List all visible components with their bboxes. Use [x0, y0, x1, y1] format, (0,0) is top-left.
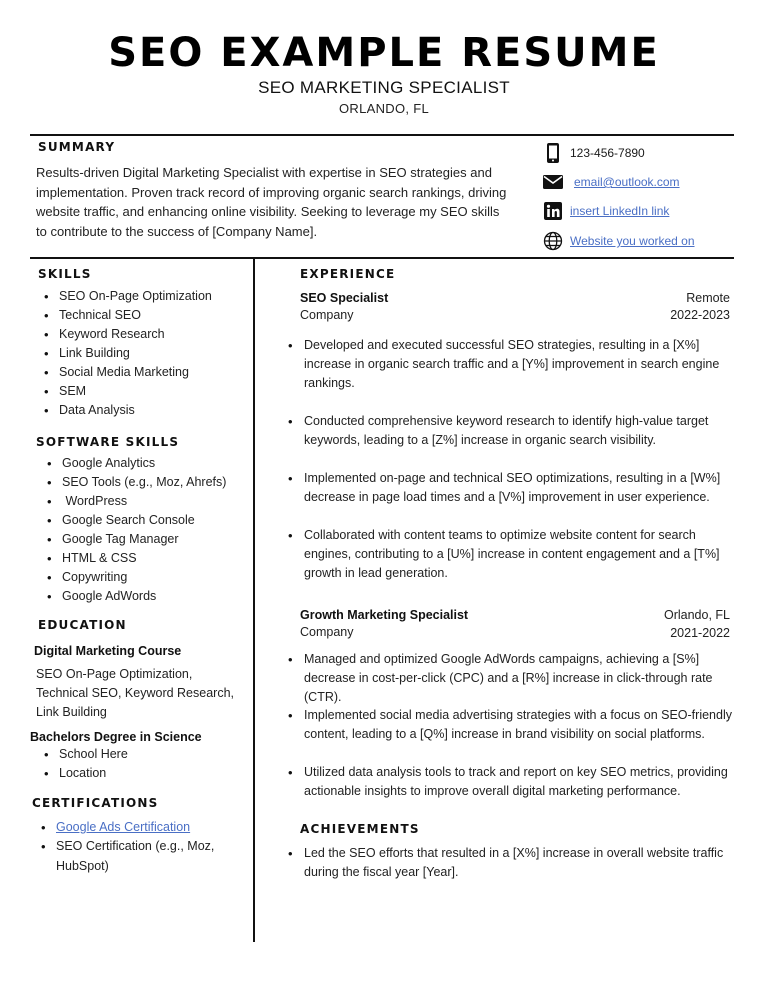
list-item: • Google Tag Manager: [62, 532, 226, 551]
experience-bullet: [304, 336, 744, 393]
list-item: • SEO On-Page Optimization: [59, 289, 212, 308]
job-company: Company: [300, 308, 354, 322]
list-item: • School Here: [59, 747, 128, 766]
job-title: Growth Marketing Specialist: [300, 608, 469, 622]
list-item: • Data Analysis: [59, 403, 212, 422]
list-item: • SEO Certification (e.g., Moz,: [56, 839, 214, 858]
summary-line: to contribute to the success of [Company Name].: [36, 223, 318, 239]
list-item: • Google Search Console: [62, 513, 226, 532]
list-item: • SEM: [59, 384, 212, 403]
contact-email[interactable]: [540, 171, 680, 193]
summary-line: implementation. Proven track record of improving organic search rankings, driving: [36, 184, 507, 200]
bullet-line: rankings.: [304, 376, 355, 390]
bullet-line: decrease in cost-per-click (CPC) and a [R%] increase in click-through rate (CTR).: [304, 671, 713, 704]
website-link[interactable]: Website you worked on: [570, 234, 695, 248]
job-title: SEO Specialist: [300, 291, 389, 305]
phone-icon: [540, 142, 566, 164]
list-item: • SEO Tools (e.g., Moz, Ahrefs): [62, 475, 226, 494]
bullet-line: • Managed and optimized Google AdWords campaigns, achieving a [S%]: [304, 652, 700, 666]
bullet-line: • Implemented on-page and technical SEO optimizations, resulting in a [W%]: [304, 471, 721, 485]
achievements-heading: ACHIEVEMENTS: [300, 822, 420, 836]
course-line: SEO On-Page Optimization,: [36, 667, 193, 681]
top-divider: [30, 134, 734, 136]
list-item: • Google Analytics: [62, 456, 226, 475]
bullet-line: increase in organic search traffic and a [Y%] improvement in search engine: [304, 357, 720, 371]
experience-bullet: [304, 526, 744, 583]
bullet-line: keywords, leading to a [Z%] increase in organic search visibility.: [304, 433, 657, 447]
list-item: • Google AdWords: [62, 589, 226, 608]
contact-website[interactable]: [540, 230, 695, 252]
phone-text: 123-456-7890: [570, 146, 645, 160]
contact-phone: [540, 142, 645, 164]
degree-title: Bachelors Degree in Science: [30, 730, 202, 744]
job-dates: 2021-2022: [670, 626, 730, 640]
middle-divider: [30, 257, 734, 259]
list-item: • Social Media Marketing: [59, 365, 212, 384]
list-item: • WordPress: [62, 494, 226, 513]
summary-text: [36, 163, 511, 241]
certifications-list: [56, 820, 214, 858]
achievement-bullet: [304, 844, 744, 882]
email-link[interactable]: email@outlook.com: [574, 175, 680, 189]
bullet-line: during the fiscal year [Year].: [304, 865, 459, 879]
bullet-line: decrease in page load times and a [V%] improvement in user experience.: [304, 490, 710, 504]
globe-icon: [540, 231, 566, 251]
header-location: ORLANDO, FL: [339, 101, 429, 116]
bullet-line: • Implemented social media advertising strategies with a focus on SEO-friendly: [304, 708, 732, 722]
column-divider: [253, 258, 255, 942]
linkedin-link[interactable]: insert LinkedIn link: [570, 204, 670, 218]
certifications-heading: CERTIFICATIONS: [32, 796, 159, 810]
job-subtitle: SEO MARKETING SPECIALIST: [258, 78, 510, 97]
list-item: • Keyword Research: [59, 327, 212, 346]
list-item[interactable]: [56, 820, 214, 839]
resume-title: SEO EXAMPLE RESUME: [108, 30, 660, 76]
bullet-line: • Collaborated with content teams to optimize website content for search: [304, 528, 696, 542]
bullet-line: actionable insights to improve overall digital marketing performance.: [304, 784, 681, 798]
software-skills-list: [62, 456, 226, 608]
experience-bullet: [304, 763, 744, 801]
job-dates: 2022-2023: [670, 308, 730, 322]
bullet-line: growth in lead generation.: [304, 566, 448, 580]
summary-line: website traffic, and enhancing online visibility. Seeking to leverage my SEO skills: [36, 204, 500, 219]
bullet-line: • Led the SEO efforts that resulted in a [X%] increase in overall website traffic: [304, 846, 724, 860]
bullet-line: engines, contributing to a [U%] increase in content engagement and a [T%]: [304, 547, 720, 561]
experience-bullet: [304, 469, 744, 507]
list-item: • Location: [59, 766, 128, 785]
experience-bullet: [304, 706, 744, 744]
course-line: Technical SEO, Keyword Research,: [36, 686, 235, 700]
job-company: Company: [300, 625, 354, 639]
experience-bullet: [304, 650, 744, 707]
bullet-line: • Developed and executed successful SEO strategies, resulting in a [X%]: [304, 338, 700, 352]
software-skills-heading: SOFTWARE SKILLS: [36, 435, 180, 449]
bullet-line: • Utilized data analysis tools to track and report on key SEO metrics, providing: [304, 765, 728, 779]
contact-linkedin[interactable]: [540, 200, 669, 222]
experience-bullet: [304, 412, 744, 450]
education-heading: EDUCATION: [38, 618, 127, 632]
course-title: Digital Marketing Course: [34, 644, 182, 658]
bullet-line: • Conducted comprehensive keyword research to identify high-value target: [304, 414, 709, 428]
bullet-line: content, leading to a [Q%] increase in brand visibility on social platforms.: [304, 727, 705, 741]
linkedin-icon: [540, 202, 566, 220]
summary-heading: SUMMARY: [38, 140, 116, 154]
list-item: • HTML & CSS: [62, 551, 226, 570]
job-location: Remote: [686, 291, 730, 305]
list-item: • Copywriting: [62, 570, 226, 589]
job-location: Orlando, FL: [663, 608, 730, 622]
skills-heading: SKILLS: [38, 267, 92, 281]
list-item: • Link Building: [59, 346, 212, 365]
summary-line: Results-driven Digital Marketing Specialist with expertise in SEO strategies and: [36, 165, 492, 180]
google-ads-cert-link[interactable]: Google Ads Certification: [56, 820, 191, 834]
experience-heading: EXPERIENCE: [300, 267, 396, 281]
course-line: Link Building: [36, 705, 107, 719]
skills-list: [59, 289, 212, 422]
mail-icon: [540, 175, 566, 189]
certification-continuation: HubSpot): [56, 859, 109, 873]
list-item: • Technical SEO: [59, 308, 212, 327]
course-description: [36, 665, 234, 722]
degree-list: [59, 747, 128, 785]
